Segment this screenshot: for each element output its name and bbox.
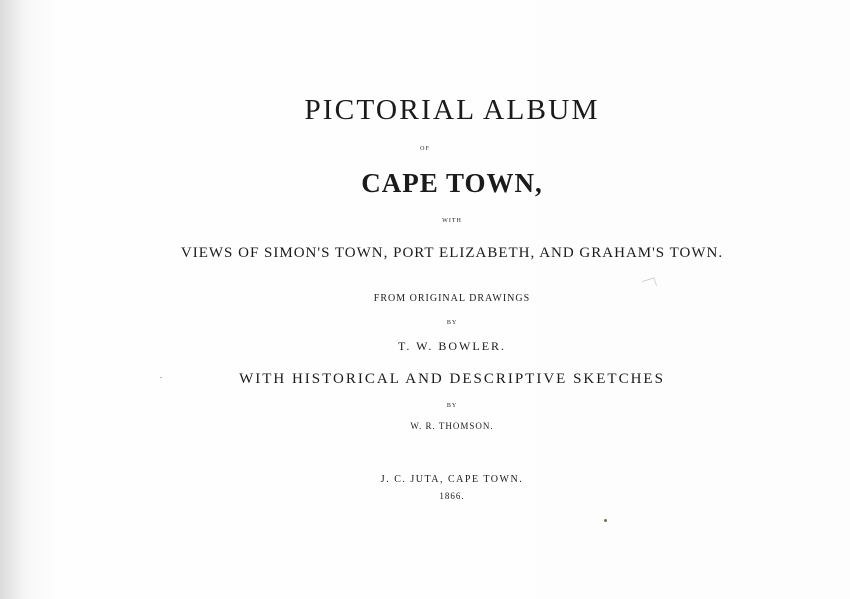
paper-speck <box>604 519 607 522</box>
sketches-line: WITH HISTORICAL AND DESCRIPTIVE SKETCHES <box>239 371 665 387</box>
from-drawings-line: FROM ORIGINAL DRAWINGS <box>373 293 531 304</box>
publication-year: 1866. <box>439 491 465 501</box>
author-name: W. R. THOMSON. <box>410 421 494 431</box>
connector-by-artist: BY <box>446 320 458 326</box>
connector-of: OF <box>420 146 430 152</box>
pencil-mark <box>642 277 657 290</box>
paper-speck <box>160 377 162 378</box>
connector-by-author: BY <box>446 403 458 409</box>
artist-name: T. W. BOWLER. <box>397 339 507 353</box>
publisher-line: J. C. JUTA, CAPE TOWN. <box>380 474 524 485</box>
city-title: CAPE TOWN, <box>361 168 543 198</box>
views-subtitle: VIEWS OF SIMON'S TOWN, PORT ELIZABETH, AND GRAHAM'S TOWN. <box>180 245 724 261</box>
album-title: PICTORIAL ALBUM <box>304 95 600 126</box>
connector-with: WITH <box>442 218 462 224</box>
